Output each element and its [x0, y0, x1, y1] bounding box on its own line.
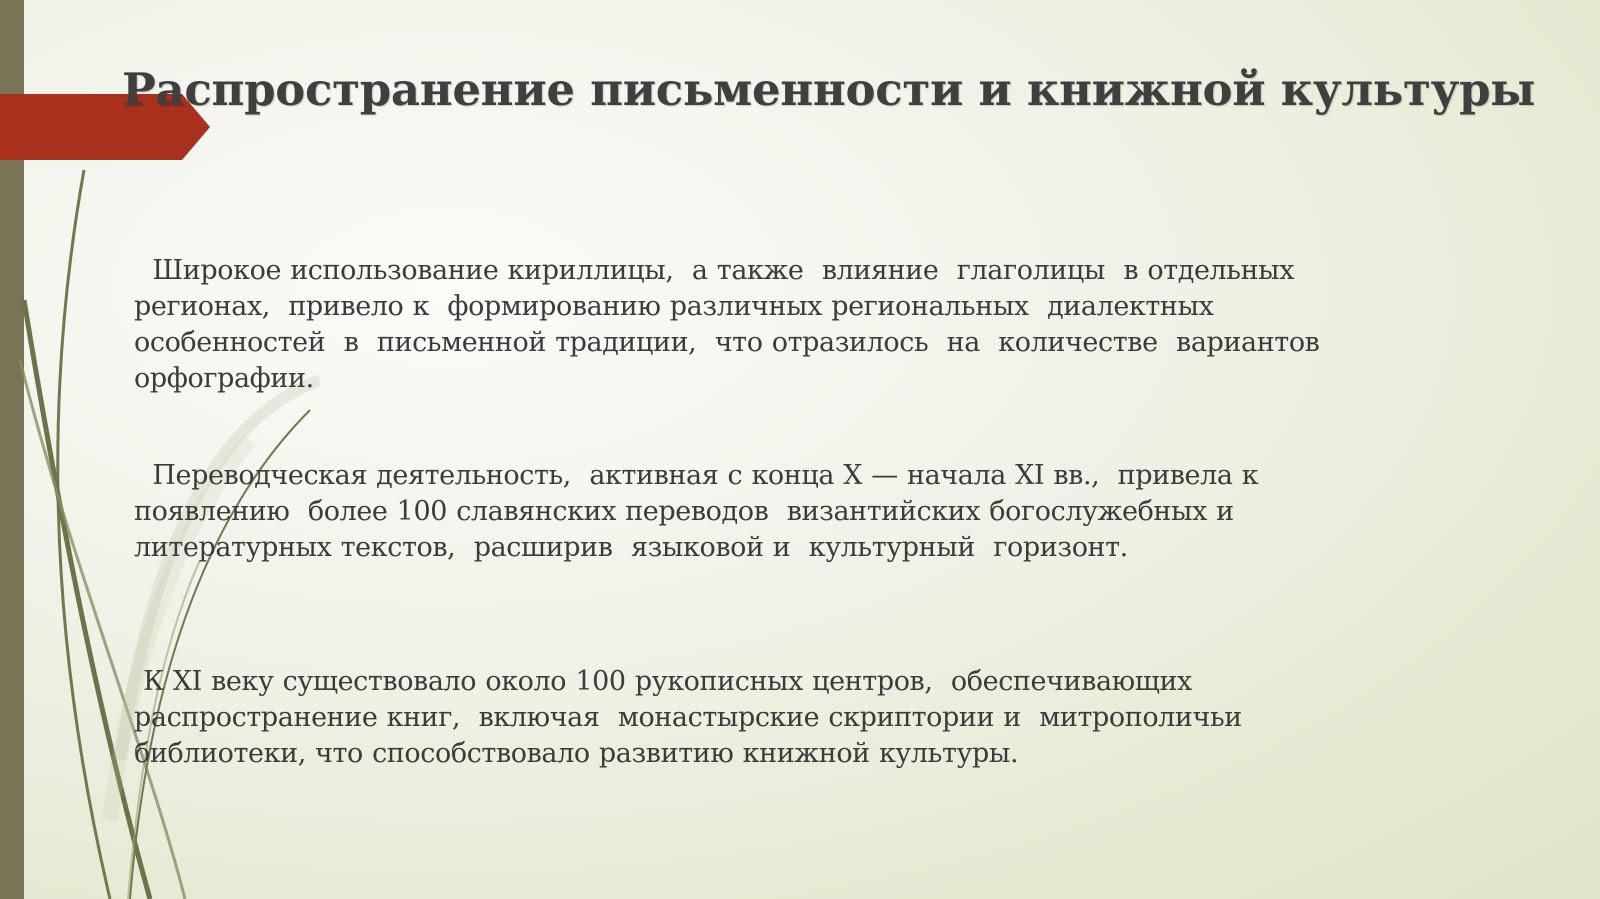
paragraph-line: появлению более 100 славянских переводов византийских богослужебных и	[134, 496, 1234, 527]
paragraph-manuscript-centers	[134, 664, 1534, 772]
paragraph-line: Широкое использование кириллицы, а также влияние глаголицы в отдельных	[134, 255, 1295, 286]
paragraph-line: регионах, привело к формированию различных региональных диалектных	[134, 291, 1214, 322]
slide-title: Распространение письменности и книжной культуры	[122, 63, 1536, 116]
paragraph-cyrillic	[134, 253, 1534, 397]
paragraph-line: библиотеки, что способствовало развитию книжной культуры.	[134, 738, 1019, 769]
paragraph-line: К XI веку существовало около 100 рукописных центров, обеспечивающих	[134, 666, 1192, 697]
paragraph-line: орфографии.	[134, 363, 314, 394]
paragraph-line: литературных текстов, расширив языковой и культурный горизонт.	[134, 532, 1128, 563]
paragraph-line: распространение книг, включая монастырские скриптории и митрополичьи	[134, 702, 1242, 733]
paragraph-translations	[134, 458, 1534, 566]
paragraph-line: Переводческая деятельность, активная с конца X — начала XI вв., привела к	[134, 460, 1259, 491]
paragraph-line: особенностей в письменной традиции, что отразилось на количестве вариантов	[134, 327, 1320, 358]
